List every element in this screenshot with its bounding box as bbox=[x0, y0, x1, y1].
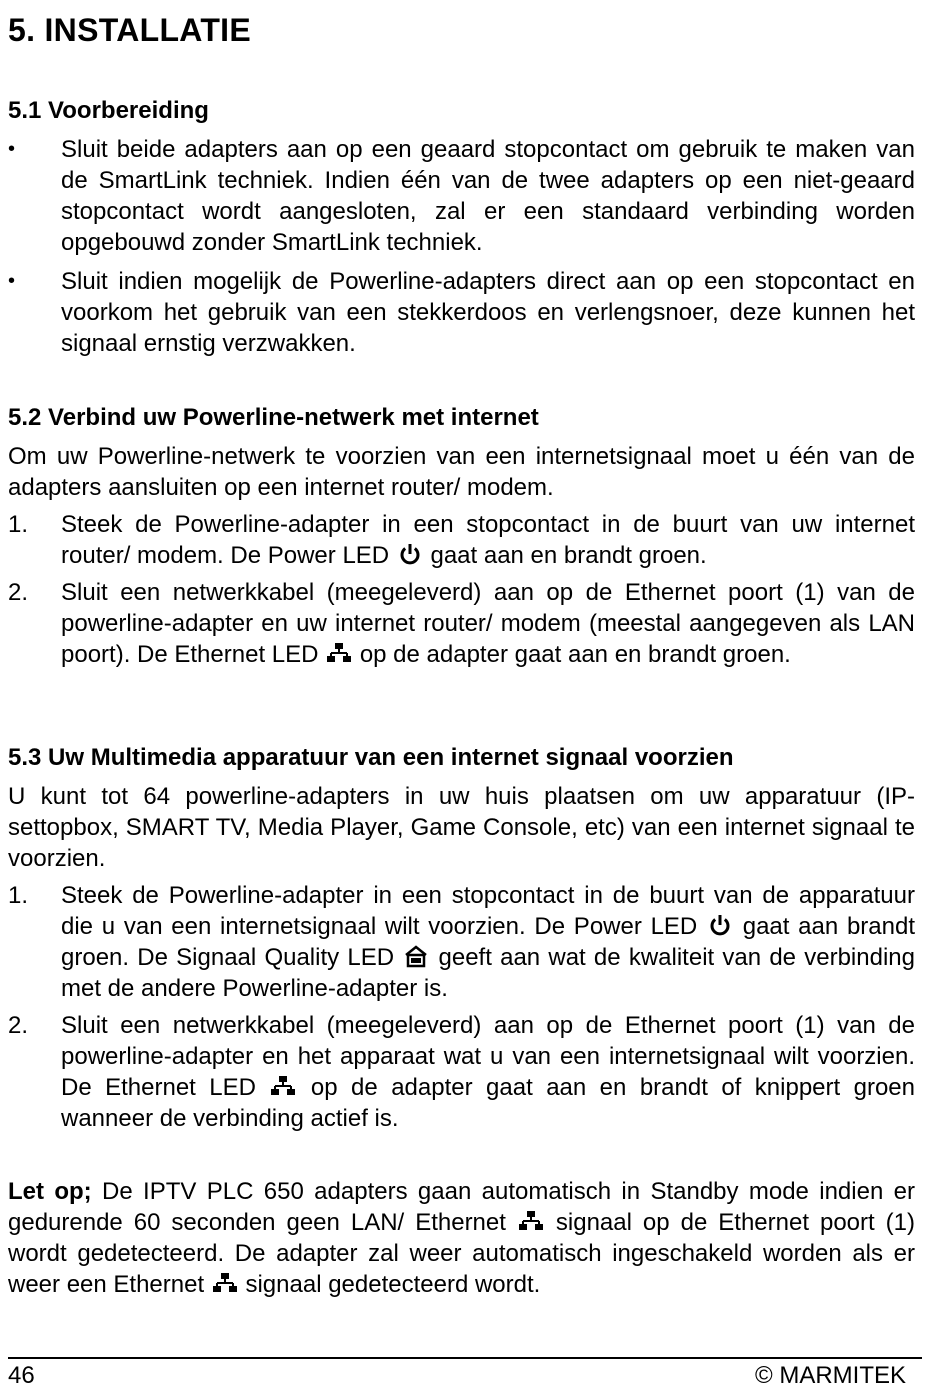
step-item bbox=[8, 880, 915, 1004]
ethernet-icon bbox=[271, 1074, 295, 1098]
section-heading: 5.3 Uw Multimedia apparatuur van een internet signaal voorzien bbox=[8, 744, 734, 771]
bullet-item bbox=[8, 134, 915, 258]
bullet-icon: • bbox=[8, 138, 16, 160]
step-text: Steek de Powerline-adapter in een stopcontact in de buurt van uw internet router/ modem. De Power LED gaat aan en brandt groen. bbox=[61, 511, 915, 569]
step-item bbox=[8, 1010, 915, 1134]
section-heading: 5.2 Verbind uw Powerline-netwerk met internet bbox=[8, 404, 539, 431]
step-item bbox=[8, 509, 915, 571]
signal-quality-icon bbox=[404, 944, 428, 968]
section-heading: 5.1 Voorbereiding bbox=[8, 97, 209, 124]
bullet-item bbox=[8, 266, 915, 359]
ethernet-icon bbox=[213, 1271, 237, 1295]
page-title: 5. INSTALLATIE bbox=[8, 12, 252, 48]
bullet-icon: • bbox=[8, 270, 16, 292]
step-number: 2. bbox=[8, 1012, 29, 1039]
step-text: Sluit een netwerkkabel (meegeleverd) aan op de Ethernet poort (1) van de powerline-adapter en uw internet router/ modem (meestal aangegeven als LAN poort). De Ethernet LED op de adapter gaat aan en brandt groen. bbox=[61, 579, 915, 668]
bullet-text: Sluit indien mogelijk de Powerline-adapters direct aan op een stopcontact en voorkom het gebruik van een stekkerdoos en verlengsnoer, deze kunnen het signaal ernstig verzwakken. bbox=[61, 268, 915, 357]
note-block bbox=[8, 1176, 915, 1300]
step-number: 1. bbox=[8, 882, 29, 909]
ethernet-icon bbox=[327, 641, 351, 665]
step-item bbox=[8, 577, 915, 670]
bullet-text: Sluit beide adapters aan op een geaard stopcontact om gebruik te maken van de SmartLink techniek. Indien één van de twee adapters op een niet-geaard stopcontact wordt aangesloten, zal er een standaard verbinding worden opgebouwd zonder SmartLink techniek. bbox=[61, 136, 915, 256]
page-number: 46 bbox=[8, 1362, 35, 1389]
section-5-2 bbox=[8, 402, 915, 670]
step-text: Sluit een netwerkkabel (meegeleverd) aan op de Ethernet poort (1) van de powerline-adapter en het apparaat wat u van een internetsignaal wilt voorzien. De Ethernet LED op de adapter gaat aan en brandt of knippert groen wanneer de verbinding actief is. bbox=[61, 1012, 915, 1132]
note-text: Let op; De IPTV PLC 650 adapters gaan automatisch in Standby mode indien er gedurende 60 seconden geen LAN/ Ethernet signaal op de Ethernet poort (1) wordt gedetecteerd. De adapter zal weer automatisch ingeschakeld worden als er weer een Ethernet signaal gedetecteerd wordt. bbox=[8, 1178, 916, 1298]
footer-brand: © MARMITEK bbox=[754, 1362, 906, 1389]
section-intro: Om uw Powerline-netwerk te voorzien van een internetsignaal moet u één van de adapters aansluiten op een internet router/ modem. bbox=[8, 443, 915, 501]
step-number: 1. bbox=[8, 511, 29, 538]
power-icon bbox=[708, 913, 732, 937]
section-intro: U kunt tot 64 powerline-adapters in uw huis plaatsen om uw apparatuur (IP-settopbox, SMART TV, Media Player, Game Console, etc) van een internet signaal te voorzien. bbox=[8, 783, 915, 872]
section-5-1 bbox=[8, 95, 915, 359]
footer-divider bbox=[8, 1357, 922, 1359]
step-number: 2. bbox=[8, 579, 29, 606]
step-text: Steek de Powerline-adapter in een stopcontact in de buurt van de apparatuur die u van een internetsignaal wilt voorzien. De Power LED gaat aan brandt groen. De Signaal Quality LED geeft aan wat de kwaliteit van de verbinding met de andere Powerline-adapter is. bbox=[61, 882, 916, 1002]
ethernet-icon bbox=[519, 1209, 543, 1233]
section-5-3 bbox=[8, 742, 915, 1134]
power-icon bbox=[398, 542, 422, 566]
note-label: Let op; bbox=[8, 1178, 92, 1205]
